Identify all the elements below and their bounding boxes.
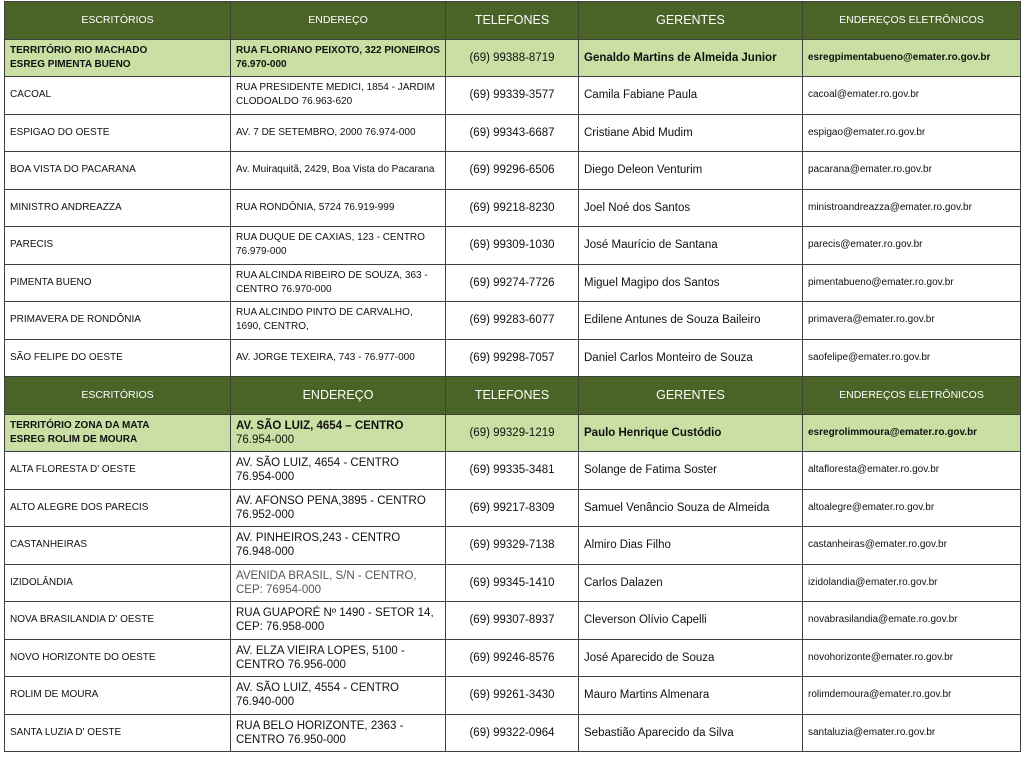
col-header-gerentes: GERENTES (579, 2, 803, 40)
office-address: RUA DUQUE DE CAXIAS, 123 - CENTRO 76.979-000 (231, 227, 446, 265)
territory-office (5, 414, 231, 452)
office-address: AV. AFONSO PENA,3895 - CENTRO 76.952-000 (231, 489, 446, 527)
office-manager: Edilene Antunes de Souza Baileiro (579, 302, 803, 340)
office-phone: (69) 99339-3577 (446, 77, 579, 115)
table-row (5, 302, 1021, 340)
office-name: MINISTRO ANDREAZZA (5, 189, 231, 227)
office-name: NOVA BRASILANDIA D' OESTE (5, 602, 231, 640)
table-row (5, 602, 1021, 640)
office-email: espigao@emater.ro.gov.br (803, 114, 1021, 152)
office-manager: Daniel Carlos Monteiro de Souza (579, 339, 803, 377)
office-manager: José Aparecido de Souza (579, 639, 803, 677)
table-row (5, 152, 1021, 190)
office-manager: Camila Fabiane Paula (579, 77, 803, 115)
office-phone: (69) 99343-6687 (446, 114, 579, 152)
office-name: PIMENTA BUENO (5, 264, 231, 302)
office-name: NOVO HORIZONTE DO OESTE (5, 639, 231, 677)
office-name: ALTO ALEGRE DOS PARECIS (5, 489, 231, 527)
office-email: saofelipe@emater.ro.gov.br (803, 339, 1021, 377)
office-name: PRIMAVERA DE RONDÔNIA (5, 302, 231, 340)
office-manager: Sebastião Aparecido da Silva (579, 714, 803, 752)
office-email: cacoal@emater.ro.gov.br (803, 77, 1021, 115)
office-name: PARECIS (5, 227, 231, 265)
table-row (5, 452, 1021, 490)
office-address: AV. ELZA VIEIRA LOPES, 5100 - CENTRO 76.956-000 (231, 639, 446, 677)
office-email: pacarana@emater.ro.gov.br (803, 152, 1021, 190)
office-address: AV. PINHEIROS,243 - CENTRO 76.948-000 (231, 527, 446, 565)
table-row (5, 227, 1021, 265)
table-row (5, 77, 1021, 115)
office-phone: (69) 99345-1410 (446, 564, 579, 602)
office-email: izidolandia@emater.ro.gov.br (803, 564, 1021, 602)
office-email: primavera@emater.ro.gov.br (803, 302, 1021, 340)
office-phone: (69) 99261-3430 (446, 677, 579, 715)
col-header-gerentes: GERENTES (579, 377, 803, 415)
table-header-row (5, 377, 1021, 415)
office-address: AVENIDA BRASIL, S/N - CENTRO, CEP: 76954-000 (231, 564, 446, 602)
office-name: CASTANHEIRAS (5, 527, 231, 565)
office-name: ROLIM DE MOURA (5, 677, 231, 715)
office-phone: (69) 99307-8937 (446, 602, 579, 640)
office-phone: (69) 99274-7726 (446, 264, 579, 302)
col-header-telefones: TELEFONES (446, 377, 579, 415)
territory-name: TERRITÓRIO RIO MACHADO (10, 44, 148, 56)
office-phone: (69) 99246-8576 (446, 639, 579, 677)
table-header-row (5, 2, 1021, 40)
territory-phone: (69) 99388-8719 (446, 39, 579, 77)
table-row (5, 527, 1021, 565)
territory-manager: Paulo Henrique Custódio (579, 414, 803, 452)
territory-address-cep: 76.954-000 (236, 433, 295, 446)
office-phone: (69) 99309-1030 (446, 227, 579, 265)
territory-address: RUA FLORIANO PEIXOTO, 322 PIONEIROS 76.970-000 (231, 39, 446, 77)
office-name: IZIDOLÂNDIA (5, 564, 231, 602)
table-row (5, 564, 1021, 602)
territory-office (5, 39, 231, 77)
esreg-name: ESREG ROLIM DE MOURA (10, 433, 138, 445)
col-header-endereco: ENDEREÇO (231, 2, 446, 40)
office-email: pimentabueno@emater.ro.gov.br (803, 264, 1021, 302)
office-address: RUA GUAPORÉ Nº 1490 - SETOR 14, CEP: 76.958-000 (231, 602, 446, 640)
office-name: SANTA LUZIA D' OESTE (5, 714, 231, 752)
office-manager: Samuel Venâncio Souza de Almeida (579, 489, 803, 527)
table-row (5, 639, 1021, 677)
office-address: AV. 7 DE SETEMBRO, 2000 76.974-000 (231, 114, 446, 152)
col-header-escritorios: ESCRITÓRIOS (5, 377, 231, 415)
office-phone: (69) 99283-6077 (446, 302, 579, 340)
office-manager: José Maurício de Santana (579, 227, 803, 265)
office-name: ESPIGAO DO OESTE (5, 114, 231, 152)
office-address: AV. SÃO LUIZ, 4654 - CENTRO 76.954-000 (231, 452, 446, 490)
office-manager: Carlos Dalazen (579, 564, 803, 602)
office-email: ministroandreazza@emater.ro.gov.br (803, 189, 1021, 227)
esreg-name: ESREG PIMENTA BUENO (10, 58, 131, 70)
office-name: CACOAL (5, 77, 231, 115)
office-phone: (69) 99217-8309 (446, 489, 579, 527)
office-phone: (69) 99329-7138 (446, 527, 579, 565)
office-directory-table (4, 1, 1021, 752)
col-header-escritorios: ESCRITÓRIOS (5, 2, 231, 40)
table-row (5, 489, 1021, 527)
table-row (5, 189, 1021, 227)
office-manager: Solange de Fatima Soster (579, 452, 803, 490)
office-manager: Diego Deleon Venturim (579, 152, 803, 190)
office-manager: Cleverson Olívio Capelli (579, 602, 803, 640)
office-address: RUA PRESIDENTE MEDICI, 1854 - JARDIM CLODOALDO 76.963-620 (231, 77, 446, 115)
office-email: castanheiras@emater.ro.gov.br (803, 527, 1021, 565)
territory-email: esregpimentabueno@emater.ro.gov.br (803, 39, 1021, 77)
col-header-emails: ENDEREÇOS ELETRÔNICOS (803, 2, 1021, 40)
table-row (5, 114, 1021, 152)
territory-email: esregrolimmoura@emater.ro.gov.br (803, 414, 1021, 452)
office-phone: (69) 99335-3481 (446, 452, 579, 490)
office-email: novabrasilandia@emate.ro.gov.br (803, 602, 1021, 640)
territory-row (5, 39, 1021, 77)
col-header-emails: ENDEREÇOS ELETRÔNICOS (803, 377, 1021, 415)
office-phone: (69) 99298-7057 (446, 339, 579, 377)
office-email: rolimdemoura@emater.ro.gov.br (803, 677, 1021, 715)
office-address: RUA BELO HORIZONTE, 2363 - CENTRO 76.950-000 (231, 714, 446, 752)
territory-name: TERRITÓRIO ZONA DA MATA (10, 419, 150, 431)
office-name: SÃO FELIPE DO OESTE (5, 339, 231, 377)
table-row (5, 339, 1021, 377)
col-header-endereco: ENDEREÇO (231, 377, 446, 415)
territory-address (231, 414, 446, 452)
office-manager: Mauro Martins Almenara (579, 677, 803, 715)
office-manager: Cristiane Abid Mudim (579, 114, 803, 152)
office-phone: (69) 99322-0964 (446, 714, 579, 752)
office-email: novohorizonte@emater.ro.gov.br (803, 639, 1021, 677)
office-address: AV. JORGE TEXEIRA, 743 - 76.977-000 (231, 339, 446, 377)
office-address: RUA ALCINDO PINTO DE CARVALHO, 1690, CENTRO, (231, 302, 446, 340)
office-manager: Almiro Dias Filho (579, 527, 803, 565)
office-address: Av. Muiraquitã, 2429, Boa Vista do Pacarana (231, 152, 446, 190)
office-email: altafloresta@emater.ro.gov.br (803, 452, 1021, 490)
territory-manager: Genaldo Martins de Almeida Junior (579, 39, 803, 77)
office-address: RUA RONDÔNIA, 5724 76.919-999 (231, 189, 446, 227)
office-address: RUA ALCINDA RIBEIRO DE SOUZA, 363 - CENTRO 76.970-000 (231, 264, 446, 302)
col-header-telefones: TELEFONES (446, 2, 579, 40)
territory-row (5, 414, 1021, 452)
office-name: ALTA FLORESTA D' OESTE (5, 452, 231, 490)
office-phone: (69) 99296-6506 (446, 152, 579, 190)
office-email: santaluzia@emater.ro.gov.br (803, 714, 1021, 752)
office-email: altoalegre@emater.ro.gov.br (803, 489, 1021, 527)
office-name: BOA VISTA DO PACARANA (5, 152, 231, 190)
territory-address-street: AV. SÃO LUIZ, 4654 – CENTRO (236, 419, 404, 432)
table-row (5, 264, 1021, 302)
office-manager: Joel Noé dos Santos (579, 189, 803, 227)
office-address: AV. SÃO LUIZ, 4554 - CENTRO 76.940-000 (231, 677, 446, 715)
territory-phone: (69) 99329-1219 (446, 414, 579, 452)
office-manager: Miguel Magipo dos Santos (579, 264, 803, 302)
office-email: parecis@emater.ro.gov.br (803, 227, 1021, 265)
office-phone: (69) 99218-8230 (446, 189, 579, 227)
table-row (5, 714, 1021, 752)
table-row (5, 677, 1021, 715)
